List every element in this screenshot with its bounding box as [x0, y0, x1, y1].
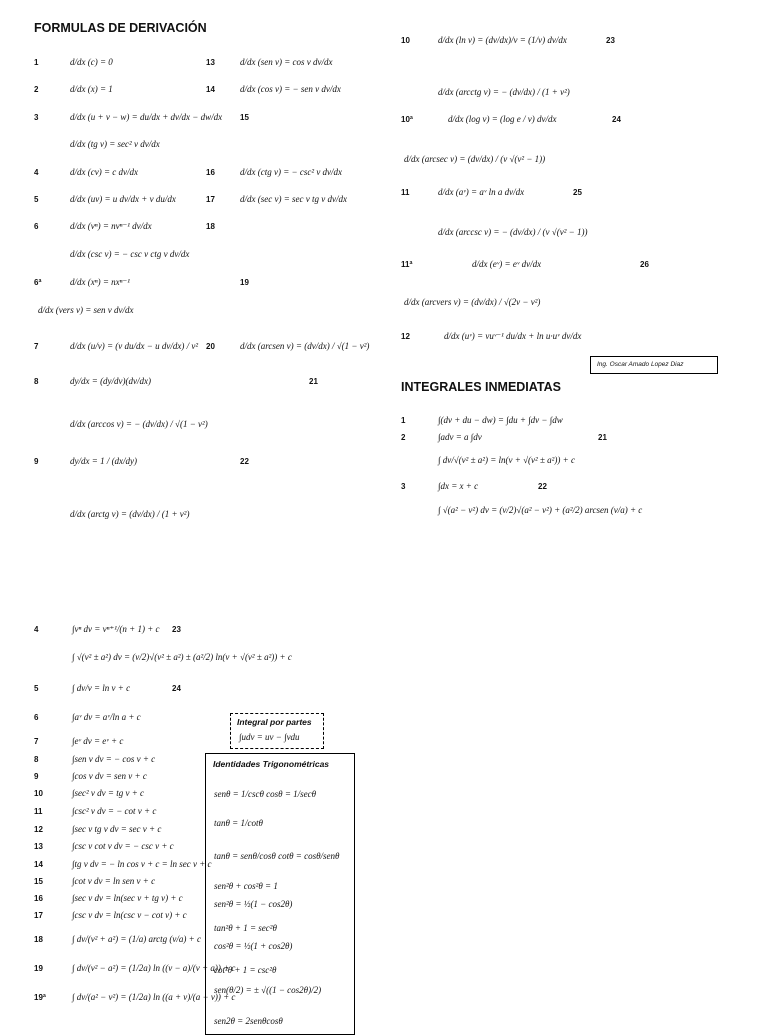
derivative-formula: d/dx (aᵛ) = aᵛ ln a dv/dx — [438, 187, 525, 197]
formula-number: 22 — [538, 482, 547, 491]
formula-number: 4 — [34, 168, 39, 177]
formula-number: 14 — [34, 860, 43, 869]
trig-identities-title: Identidades Trigonométricas — [213, 759, 330, 769]
formula-number: 18 — [206, 222, 215, 231]
formula-number: 10 — [401, 36, 410, 45]
trig-identity: tanθ = 1/cotθ — [214, 818, 263, 828]
formula-number: 16 — [206, 168, 215, 177]
formula-number: 25 — [573, 188, 582, 197]
formula-number: 3 — [34, 113, 39, 122]
derivative-formula: d/dx (arcsen v) = (dv/dx) / √(1 − v²) — [240, 341, 370, 351]
integral-formula: ∫csc v cot v dv = − csc v + c — [72, 841, 174, 851]
formula-number: 11 — [34, 807, 43, 816]
formula-number: 24 — [172, 684, 181, 693]
derivative-formula: d/dx (cos v) = − sen v dv/dx — [240, 84, 341, 94]
integral-formula: ∫sen v dv = − cos v + c — [72, 754, 156, 764]
integral-formula: ∫ dv/v = ln v + c — [72, 683, 131, 693]
formula-number: 5 — [34, 684, 39, 693]
formula-number: 10 — [34, 789, 43, 798]
formula-number: 21 — [598, 433, 607, 442]
trig-identity: cos²θ = ½(1 + cos2θ) — [214, 941, 293, 951]
trig-identity: sen(θ/2) = ± √((1 − cos2θ)/2) — [214, 985, 322, 995]
formula-number: 1 — [401, 416, 406, 425]
integral-formula: ∫ √(v² ± a²) dv = (v/2)√(v² ± a²) ± (a²/2) ln(v + √(v² ± a²)) + c — [72, 652, 292, 662]
author-box — [590, 356, 718, 374]
derivative-formula: d/dx (uᵛ) = vuᵛ⁻¹ du/dx + ln u·uᵛ dv/dx — [444, 331, 582, 341]
integration-by-parts-box — [230, 713, 324, 749]
formula-number: 9 — [34, 457, 39, 466]
integral-formula: ∫csc² v dv = − cot v + c — [72, 806, 157, 816]
trig-identity: tan²θ + 1 = sec²θ — [214, 923, 277, 933]
formula-number: 3 — [401, 482, 406, 491]
formula-number: 2 — [401, 433, 406, 442]
formula-number: 11 — [401, 188, 410, 197]
formula-number: 6ª — [34, 278, 42, 287]
derivative-formula: d/dx (xⁿ) = nxⁿ⁻¹ — [70, 277, 130, 287]
integral-formula: ∫sec v dv = ln(sec v + tg v) + c — [72, 893, 183, 903]
derivative-formula: d/dx (x) = 1 — [70, 84, 113, 94]
formula-number: 2 — [34, 85, 39, 94]
formula-number: 23 — [606, 36, 615, 45]
formula-number: 17 — [34, 911, 43, 920]
integral-formula: ∫cos v dv = sen v + c — [72, 771, 147, 781]
formula-number: 7 — [34, 737, 39, 746]
formula-number: 6 — [34, 222, 39, 231]
trig-identity: sen²θ + cos²θ = 1 — [214, 881, 278, 891]
formula-number: 4 — [34, 625, 39, 634]
author-name: Ing. Oscar Amado Lopez Diaz — [597, 361, 684, 368]
derivative-formula: d/dx (vⁿ) = nvⁿ⁻¹ dv/dx — [70, 221, 152, 231]
derivative-formula: d/dx (u + v − w) = du/dx + dv/dx − dw/dx — [70, 112, 223, 122]
integral-formula: ∫vⁿ dv = vⁿ⁺¹/(n + 1) + c — [72, 624, 160, 634]
integral-formula: ∫eᵛ dv = eᵛ + c — [72, 736, 124, 746]
trig-identity: tanθ = senθ/cosθ cotθ = cosθ/senθ — [214, 851, 340, 861]
derivative-formula: d/dx (tg v) = sec² v dv/dx — [70, 139, 160, 149]
formula-number: 23 — [172, 625, 181, 634]
derivative-formula: d/dx (arcctg v) = − (dv/dx) / (1 + v²) — [438, 87, 570, 97]
derivative-formula: d/dx (ln v) = (dv/dx)/v = (1/v) dv/dx — [438, 35, 567, 45]
derivation-heading: FORMULAS DE DERIVACIÓN — [34, 21, 207, 35]
trig-identity: senθ = 1/cscθ cosθ = 1/secθ — [214, 789, 317, 799]
derivative-formula: d/dx (eᵛ) = eᵛ dv/dx — [472, 259, 542, 269]
formula-number: 6 — [34, 713, 39, 722]
derivative-formula: dy/dx = (dy/dv)(dv/dx) — [70, 376, 152, 386]
integrals-heading: INTEGRALES INMEDIATAS — [401, 380, 561, 394]
derivative-formula: d/dx (sec v) = sec v tg v dv/dx — [240, 194, 348, 204]
integral-formula: ∫ √(a² − v²) dv = (v/2)√(a² − v²) + (a²/2) arcsen (v/a) + c — [438, 505, 643, 515]
derivative-formula: d/dx (u/v) = (v du/dx − u dv/dx) / v² — [70, 341, 199, 351]
integration-by-parts-title: Integral por partes — [237, 717, 312, 727]
derivative-formula: d/dx (ctg v) = − csc² v dv/dx — [240, 167, 343, 177]
derivative-formula: d/dx (arcsec v) = (dv/dx) / (v √(v² − 1)) — [404, 154, 546, 164]
formula-number: 12 — [401, 332, 410, 341]
formula-number: 19 — [240, 278, 249, 287]
integral-formula: ∫ dv/√(v² ± a²) = ln(v + √(v² ± a²)) + c — [438, 455, 575, 465]
integral-formula: ∫aᵛ dv = aᵛ/ln a + c — [72, 712, 141, 722]
formula-number: 9 — [34, 772, 39, 781]
trig-identity: cot²θ + 1 = csc²θ — [214, 965, 277, 975]
formula-number: 20 — [206, 342, 215, 351]
derivative-formula: d/dx (cv) = c dv/dx — [70, 167, 139, 177]
formula-number: 15 — [240, 113, 249, 122]
integral-formula: ∫ dv/(a² − v²) = (1/2a) ln ((a + v)/(a − v)) + c — [72, 992, 236, 1002]
formula-number: 19ª — [34, 993, 46, 1002]
integration-by-parts-formula: ∫udv = uv − ∫vdu — [239, 732, 300, 742]
integral-formula: ∫dx = x + c — [438, 481, 479, 491]
integral-formula: ∫csc v dv = ln(csc v − cot v) + c — [72, 910, 187, 920]
integral-formula: ∫(dv + du − dw) = ∫du + ∫dv − ∫dw — [438, 415, 563, 425]
integral-formula: ∫tg v dv = − ln cos v + c = ln sec v + c — [72, 859, 212, 869]
formula-number: 13 — [206, 58, 215, 67]
formula-number: 17 — [206, 195, 215, 204]
trig-identity: sen2θ = 2senθcosθ — [214, 1016, 283, 1026]
formula-number: 24 — [612, 115, 621, 124]
formula-number: 15 — [34, 877, 43, 886]
integral-formula: ∫sec² v dv = tg v + c — [72, 788, 145, 798]
integral-formula: ∫adv = a ∫dv — [438, 432, 482, 442]
derivative-formula: d/dx (arctg v) = (dv/dx) / (1 + v²) — [70, 509, 190, 519]
integral-formula: ∫sec v tg v dv = sec v + c — [72, 824, 162, 834]
derivative-formula: d/dx (sen v) = cos v dv/dx — [240, 57, 333, 67]
integral-formula: ∫ dv/(v² − a²) = (1/2a) ln ((v − a)/(v + a)) + c — [72, 963, 236, 973]
derivative-formula: d/dx (vers v) = sen v dv/dx — [38, 305, 134, 315]
formula-number: 26 — [640, 260, 649, 269]
derivative-formula: d/dx (log v) = (log e / v) dv/dx — [448, 114, 557, 124]
derivative-formula: d/dx (arccsc v) = − (dv/dx) / (v √(v² − 1)) — [438, 227, 588, 237]
formula-number: 8 — [34, 377, 39, 386]
formula-number: 16 — [34, 894, 43, 903]
trig-identities-box — [205, 753, 355, 1035]
derivative-formula: d/dx (uv) = u dv/dx + v du/dx — [70, 194, 176, 204]
formula-number: 13 — [34, 842, 43, 851]
derivative-formula: d/dx (arcvers v) = (dv/dx) / √(2v − v²) — [404, 297, 541, 307]
formula-number: 8 — [34, 755, 39, 764]
formula-number: 10ª — [401, 115, 413, 124]
formula-number: 11ª — [401, 260, 413, 269]
formula-number: 22 — [240, 457, 249, 466]
derivative-formula: dy/dx = 1 / (dx/dy) — [70, 456, 138, 466]
formula-number: 12 — [34, 825, 43, 834]
formula-number: 7 — [34, 342, 39, 351]
integral-formula: ∫cot v dv = ln sen v + c — [72, 876, 156, 886]
formula-number: 5 — [34, 195, 39, 204]
trig-identity: sen²θ = ½(1 − cos2θ) — [214, 899, 293, 909]
integral-formula: ∫ dv/(v² + a²) = (1/a) arctg (v/a) + c — [72, 934, 201, 944]
derivative-formula: d/dx (csc v) = − csc v ctg v dv/dx — [70, 249, 190, 259]
formula-number: 18 — [34, 935, 43, 944]
formula-number: 1 — [34, 58, 39, 67]
derivative-formula: d/dx (arccos v) = − (dv/dx) / √(1 − v²) — [70, 419, 208, 429]
formula-number: 21 — [309, 377, 318, 386]
derivative-formula: d/dx (c) = 0 — [70, 57, 113, 67]
formula-number: 14 — [206, 85, 215, 94]
formula-number: 19 — [34, 964, 43, 973]
